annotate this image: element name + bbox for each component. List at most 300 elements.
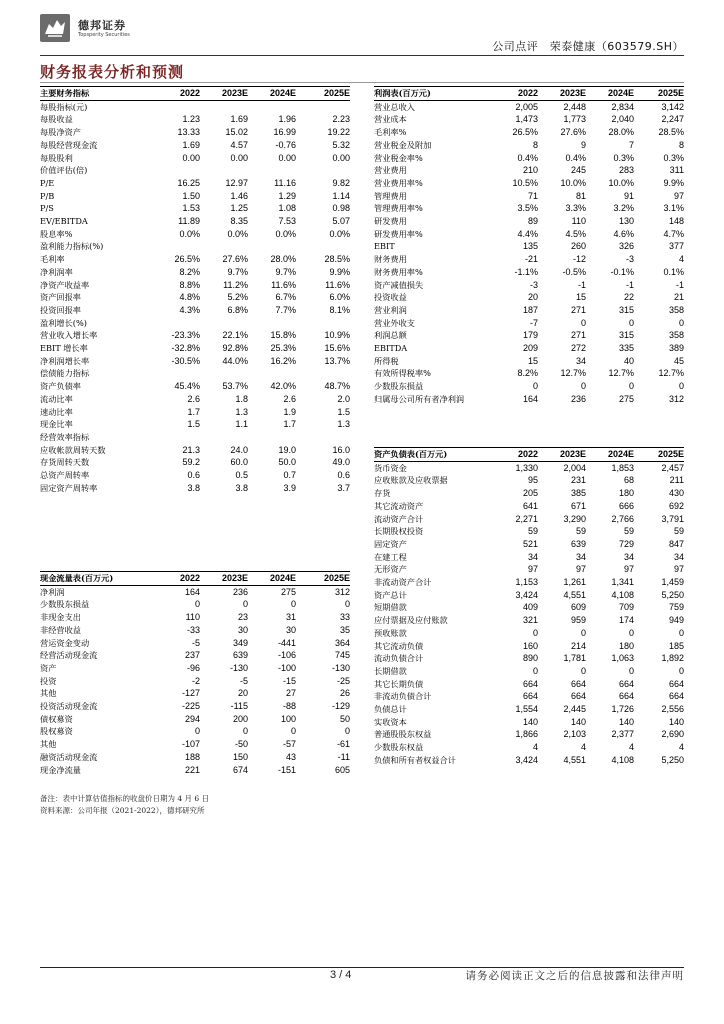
cell-value: -2 <box>191 675 200 686</box>
row-label: 经营效率指标 <box>40 431 90 442</box>
table-row <box>374 329 684 342</box>
table-row <box>374 678 684 691</box>
year-header: 2025E <box>296 87 350 101</box>
row-label: 负债和所有者权益合计 <box>374 754 456 765</box>
table-row <box>40 431 350 444</box>
cell-value: 0.6 <box>187 470 200 481</box>
cell-value: 21 <box>673 292 684 303</box>
cell-value: 321 <box>522 615 538 626</box>
cell-value: 0 <box>532 665 538 676</box>
cell-value: 275 <box>618 393 634 404</box>
cell-value: 15 <box>575 292 586 303</box>
cell-value: 312 <box>668 393 684 404</box>
cell-value: 130 <box>618 216 634 227</box>
row-label: 非经营收益 <box>40 624 81 635</box>
cell-value: 42.0% <box>270 381 296 392</box>
row-label: 营业外收支 <box>374 317 415 328</box>
table-title: 利润表(百万元) <box>374 87 486 101</box>
row-label: 少数股东损益 <box>40 599 90 610</box>
cell-value: 3.8 <box>235 482 248 493</box>
cell-value: 4 <box>678 254 684 265</box>
row-label: 管理费用 <box>374 190 407 201</box>
table-row <box>40 126 350 139</box>
cell-value: 188 <box>184 751 200 762</box>
cell-value <box>200 431 248 444</box>
cell-value: 2.0 <box>337 393 350 404</box>
table-row <box>374 380 684 393</box>
row-label: 债权募资 <box>40 713 73 724</box>
year-header: 2023E <box>538 87 586 101</box>
table-row <box>374 614 684 627</box>
cell-value: 19.0 <box>278 444 296 455</box>
cell-value: 605 <box>334 764 350 775</box>
cell-value: 100 <box>280 713 296 724</box>
cell-value <box>148 164 200 177</box>
table-row <box>374 474 684 487</box>
row-label: 股息率% <box>40 228 73 239</box>
cell-value: 53.7% <box>222 381 248 392</box>
cell-value: 11.6% <box>325 279 350 290</box>
row-label: 每股净资产 <box>40 127 81 138</box>
cell-value: 43 <box>285 751 296 762</box>
row-label: 资产负债率 <box>40 381 81 392</box>
row-label: 应收账款及应收票据 <box>374 475 448 486</box>
row-label: 非流动资产合计 <box>374 577 432 588</box>
table-row <box>374 627 684 640</box>
cell-value: 12.7% <box>658 368 684 379</box>
table-row <box>374 703 684 716</box>
cell-value: 16.25 <box>177 177 200 188</box>
cell-value: 1,866 <box>515 729 538 740</box>
row-label: 净利润率 <box>40 266 73 277</box>
cell-value: 231 <box>570 475 586 486</box>
cell-value: 664 <box>570 691 586 702</box>
row-label: 货币资金 <box>374 462 407 473</box>
year-header: 2022 <box>486 448 538 462</box>
cell-value: 364 <box>334 637 350 648</box>
table-row <box>40 637 350 650</box>
row-label: 营运资金变动 <box>40 637 90 648</box>
cell-value: 0.4% <box>517 152 538 163</box>
cell-value: 0 <box>580 665 586 676</box>
row-label: 固定资产 <box>374 538 407 549</box>
cell-value: -130 <box>229 662 248 673</box>
table-row <box>374 576 684 589</box>
cell-value: 3.5% <box>517 203 538 214</box>
cell-value: 164 <box>184 586 200 597</box>
cell-value: 180 <box>618 640 634 651</box>
table-row <box>374 563 684 576</box>
cell-value: 664 <box>522 691 538 702</box>
row-label: 营业费用率% <box>374 177 423 188</box>
note-line: 备注：表中计算估值指标的收盘价日期为 4 月 6 日 <box>40 794 210 803</box>
cell-value: 3,142 <box>661 101 684 112</box>
cell-value: -1.1% <box>514 266 538 277</box>
cell-value <box>296 164 350 177</box>
table-row <box>40 469 350 482</box>
cell-value: 745 <box>334 650 350 661</box>
cell-value: 110 <box>571 216 586 227</box>
cell-value: 3,424 <box>515 589 538 600</box>
cell-value <box>296 367 350 380</box>
table-row <box>40 152 350 165</box>
cell-value: 97 <box>575 564 586 575</box>
cell-value: 34 <box>623 551 634 562</box>
cell-value: 1,330 <box>515 462 538 473</box>
table-row <box>374 253 684 266</box>
cell-value: 2,834 <box>611 101 634 112</box>
cell-value: 1,341 <box>611 577 634 588</box>
cell-value: 11.6% <box>271 279 296 290</box>
table-row <box>374 690 684 703</box>
table-header-row <box>374 448 684 462</box>
cell-value: 2,004 <box>563 462 586 473</box>
table-row <box>40 751 350 764</box>
cell-value: 1,554 <box>515 704 538 715</box>
cell-value: 315 <box>618 330 634 341</box>
cell-value: 2,271 <box>515 513 538 524</box>
cell-value: 0.1% <box>663 266 684 277</box>
table-row <box>40 228 350 241</box>
table-row <box>40 406 350 419</box>
table-row <box>374 367 684 380</box>
cell-value: 2,556 <box>661 704 684 715</box>
table-title: 主要财务指标 <box>40 87 148 101</box>
cell-value: 2,005 <box>515 101 538 112</box>
cell-value: 1,781 <box>563 653 586 664</box>
row-label: 盈利能力指标(%) <box>40 241 104 252</box>
cell-value: 28.0% <box>270 254 296 265</box>
cell-value: 28.5% <box>324 254 350 265</box>
table-row <box>374 177 684 190</box>
cell-value: 27.6% <box>560 127 586 138</box>
cell-value: -12 <box>572 254 586 265</box>
table-row <box>374 461 684 474</box>
table-header-row <box>374 87 684 101</box>
year-header: 2024E <box>586 448 634 462</box>
row-label: 营业利润 <box>374 304 407 315</box>
cell-value: 7.53 <box>278 216 296 227</box>
table-row <box>374 601 684 614</box>
cell-value: 2.6 <box>283 393 296 404</box>
cell-value: 13.7% <box>324 355 350 366</box>
table-row <box>40 598 350 611</box>
cell-value: 16.0 <box>332 444 350 455</box>
cell-value: -107 <box>181 739 200 750</box>
row-label: 融资活动现金流 <box>40 751 98 762</box>
cell-value: 59.2 <box>182 457 200 468</box>
cell-value: 3,791 <box>661 513 684 524</box>
cell-value <box>200 367 248 380</box>
cell-value: 0 <box>678 665 684 676</box>
cell-value: 245 <box>570 165 586 176</box>
cell-value: 0.3% <box>613 152 634 163</box>
row-label: 存货周转天数 <box>40 457 90 468</box>
cell-value: 49.0 <box>332 457 350 468</box>
row-label: 其他 <box>40 688 57 699</box>
cell-value: -33 <box>186 624 200 635</box>
year-header: 2024E <box>586 87 634 101</box>
cell-value: 949 <box>668 615 684 626</box>
cell-value: -21 <box>524 254 538 265</box>
table-row <box>40 100 350 113</box>
cell-value: 9.9% <box>329 266 350 277</box>
company-logo <box>40 14 160 42</box>
table-row <box>374 754 684 767</box>
cell-value: -100 <box>277 662 296 673</box>
cell-value: 4.6% <box>613 228 634 239</box>
section-divider <box>40 82 684 83</box>
cell-value: 729 <box>618 538 634 549</box>
cell-value: 1.69 <box>230 114 248 125</box>
cell-value: 3.9 <box>283 482 296 493</box>
table-row <box>374 126 684 139</box>
cell-value: 10.0% <box>608 177 634 188</box>
row-label: 投资 <box>40 675 57 686</box>
cell-value: 1.8 <box>235 393 248 404</box>
cell-value: 639 <box>232 650 248 661</box>
cell-value: -96 <box>186 662 200 673</box>
row-label: 固定资产周转率 <box>40 482 98 493</box>
cell-value <box>148 317 200 330</box>
cell-value: 1.50 <box>182 190 200 201</box>
row-label: 毛利率% <box>374 127 407 138</box>
cell-value: -25 <box>336 675 350 686</box>
table-row <box>374 279 684 292</box>
row-label: 资产 <box>40 662 57 673</box>
cell-value <box>248 240 296 253</box>
cell-value: 59 <box>575 526 586 537</box>
cell-value: 1,261 <box>563 577 586 588</box>
cell-value: 260 <box>570 241 586 252</box>
cell-value: -129 <box>331 701 350 712</box>
table-row <box>40 253 350 266</box>
table-row <box>40 380 350 393</box>
cell-value: 1,153 <box>515 577 538 588</box>
cell-value: 674 <box>232 764 248 775</box>
cell-value: 4 <box>678 742 684 753</box>
row-label: 营业收入增长率 <box>40 330 98 341</box>
cell-value: 8 <box>678 139 684 150</box>
cell-value: 0.0% <box>227 228 248 239</box>
cell-value: 9.7% <box>275 266 296 277</box>
year-header: 2024E <box>248 572 296 586</box>
cell-value: 28.5% <box>658 127 684 138</box>
cell-value: 1.7 <box>283 419 296 430</box>
cell-value: -5 <box>191 637 200 648</box>
table-row <box>40 418 350 431</box>
table-row <box>374 190 684 203</box>
cell-value: 0.7 <box>283 470 296 481</box>
cell-value: 4.5% <box>565 228 586 239</box>
row-label: 少数股东损益 <box>374 381 424 392</box>
table-row <box>374 100 684 113</box>
cell-value: 2,445 <box>563 704 586 715</box>
year-header: 2024E <box>248 87 296 101</box>
table-row <box>40 367 350 380</box>
cell-value: 312 <box>334 586 350 597</box>
cell-value <box>296 431 350 444</box>
cell-value: -11 <box>337 751 350 762</box>
table-row <box>40 202 350 215</box>
cell-value: 272 <box>570 343 586 354</box>
cell-value: 0 <box>580 627 586 638</box>
table-row <box>40 725 350 738</box>
row-label: EBIT 增长率 <box>40 343 88 354</box>
cell-value: 25.3% <box>270 343 296 354</box>
cell-value: 3.8 <box>187 482 200 493</box>
cell-value: 209 <box>522 343 538 354</box>
table-title: 现金流量表(百万元) <box>40 572 148 586</box>
cell-value: 0.0% <box>179 228 200 239</box>
cell-value: -88 <box>282 701 296 712</box>
year-header: 2022 <box>148 87 200 101</box>
cell-value: 1.14 <box>332 190 350 201</box>
row-label: P/E <box>40 177 55 188</box>
cell-value: 214 <box>570 640 586 651</box>
cell-value: 160 <box>522 640 538 651</box>
cell-value: 50.0 <box>278 457 296 468</box>
cell-value: 26 <box>339 688 350 699</box>
cell-value: 5.2% <box>227 292 248 303</box>
cell-value: 0.6 <box>337 470 350 481</box>
cell-value: 236 <box>570 393 586 404</box>
cell-value: 5.32 <box>332 139 350 150</box>
cell-value: 185 <box>668 640 684 651</box>
cell-value: 0.98 <box>332 203 350 214</box>
row-label: EBITDA <box>374 343 408 354</box>
note-line: 资料来源：公司年报（2021-2022），德邦研究所 <box>40 806 205 815</box>
row-label: 研发费用率% <box>374 228 423 239</box>
cell-value: -15 <box>282 675 296 686</box>
cell-value: 34 <box>575 551 586 562</box>
cell-value: 26.5% <box>174 254 200 265</box>
cell-value: 8.2% <box>517 368 538 379</box>
cell-value: 2,766 <box>611 513 634 524</box>
cell-value: 0.3% <box>663 152 684 163</box>
cell-value: 13.33 <box>177 127 200 138</box>
cell-value: -127 <box>181 688 200 699</box>
cell-value: 326 <box>618 241 634 252</box>
cell-value: 8 <box>532 139 538 150</box>
table-row <box>40 764 350 777</box>
cell-value: 377 <box>668 241 684 252</box>
row-label: 营业税金率% <box>374 152 423 163</box>
cell-value: 20 <box>527 292 538 303</box>
cell-value: 759 <box>668 602 684 613</box>
table-row <box>40 713 350 726</box>
cell-value: 15 <box>527 355 538 366</box>
table-row <box>40 662 350 675</box>
cell-value: 30 <box>285 624 296 635</box>
table-row <box>40 393 350 406</box>
row-label: 股权募资 <box>40 726 73 737</box>
cell-value: 3.7 <box>337 482 350 493</box>
table-row <box>374 487 684 500</box>
row-label: 营业税金及附加 <box>374 139 432 150</box>
cell-value: 140 <box>668 716 684 727</box>
cell-value: 271 <box>570 304 586 315</box>
cell-value: 59 <box>527 526 538 537</box>
cell-value: 4.8% <box>179 292 200 303</box>
cell-value: 6.8% <box>227 304 248 315</box>
cell-value: 1.96 <box>278 114 296 125</box>
cell-value: -1 <box>675 279 684 290</box>
row-label: P/S <box>40 203 54 214</box>
cell-value <box>248 100 296 113</box>
cell-value: 2,103 <box>563 729 586 740</box>
cell-value: 0 <box>628 381 634 392</box>
cell-value: -5 <box>239 675 248 686</box>
cell-value: 1,473 <box>515 114 538 125</box>
row-label: 在建工程 <box>374 551 407 562</box>
row-label: P/B <box>40 190 55 201</box>
row-label: 所得税 <box>374 355 399 366</box>
table-row <box>40 700 350 713</box>
row-label: 营业成本 <box>374 114 407 125</box>
cell-value: 71 <box>527 190 538 201</box>
year-header: 2025E <box>634 87 684 101</box>
cell-value: 33 <box>339 612 350 623</box>
table-row <box>40 266 350 279</box>
cell-value: 40 <box>623 355 634 366</box>
table-row <box>40 329 350 342</box>
cell-value: 8.35 <box>230 216 248 227</box>
table-row <box>40 240 350 253</box>
cell-value: 639 <box>570 538 586 549</box>
cell-value: -57 <box>282 739 296 750</box>
table-row <box>374 164 684 177</box>
cell-value: 430 <box>668 488 684 499</box>
cell-value: 2,247 <box>661 114 684 125</box>
table-row <box>374 266 684 279</box>
table-row <box>40 139 350 152</box>
table-row <box>374 741 684 754</box>
cell-value: -3 <box>529 279 538 290</box>
cell-value: 148 <box>668 216 684 227</box>
cell-value: 205 <box>522 488 538 499</box>
cell-value: 35 <box>339 624 350 635</box>
cell-value <box>200 164 248 177</box>
cell-value: 0 <box>194 599 200 610</box>
row-label: 实收资本 <box>374 716 407 727</box>
cell-value: 12.7% <box>608 368 634 379</box>
cell-value: -7 <box>529 317 538 328</box>
section-title: 财务报表分析和预测 <box>40 63 185 81</box>
logo-name-en: Topsperity Securities <box>78 32 130 38</box>
row-label: 每股股利 <box>40 152 73 163</box>
table-header-row <box>40 572 350 586</box>
cell-value: 4,551 <box>563 589 586 600</box>
cell-value: -1 <box>625 279 634 290</box>
row-label: 非现金支出 <box>40 612 81 623</box>
cell-value: 271 <box>570 330 586 341</box>
cell-value: 140 <box>522 716 538 727</box>
cell-value: 1.46 <box>230 190 248 201</box>
cell-value: 847 <box>668 538 684 549</box>
cell-value: -0.1% <box>610 266 634 277</box>
row-label: 速动比率 <box>40 406 73 417</box>
cell-value: 0 <box>580 317 586 328</box>
cell-value: 1.3 <box>337 419 350 430</box>
cell-value: 2.6 <box>187 393 200 404</box>
table-row <box>374 215 684 228</box>
cell-value <box>148 367 200 380</box>
cell-value: 22.1% <box>222 330 248 341</box>
row-label: 普通股股东权益 <box>374 729 432 740</box>
cell-value: 3.1% <box>663 203 684 214</box>
table-row <box>40 317 350 330</box>
